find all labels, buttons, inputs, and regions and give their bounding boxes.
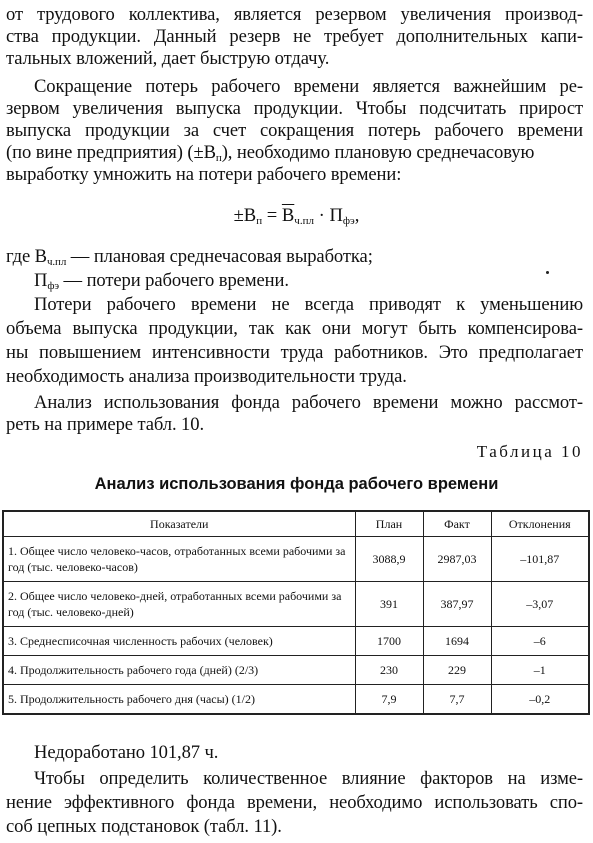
subscript: ч.пл [294, 215, 314, 227]
column-header: Отклонения [491, 511, 589, 537]
row-label: 3. Среднесписочная численность рабочих (человек) [3, 627, 355, 656]
column-header: Факт [423, 511, 491, 537]
text-line: ны повышением интенсивности труда работников. Это предполагает [6, 342, 583, 363]
plan-cell: 1700 [355, 627, 423, 656]
fact-cell: 387,97 [423, 582, 491, 627]
text-line: соб цепных подстановок (табл. 11). [6, 816, 282, 837]
text-line: Потери рабочего времени не всегда приводят к уменьшению [34, 294, 583, 315]
text-line [34, 270, 289, 292]
text-fragment: — потери рабочего времени. [58, 270, 289, 291]
subscript: ч.пл [46, 256, 67, 268]
text-line [6, 142, 583, 164]
formula-part: В [281, 205, 295, 226]
row-label: 4. Продолжительность рабочего года (дней) (2/3) [3, 656, 355, 685]
table-row [3, 582, 589, 627]
table-header-row [3, 511, 589, 537]
text-line: выработку умножить на потери рабочего времени: [6, 164, 402, 185]
formula-part: ±В [233, 205, 257, 226]
row-label: 5. Продолжительность рабочего дня (часы) (1/2) [3, 685, 355, 715]
plan-cell: 3088,9 [355, 537, 423, 582]
data-table [2, 510, 590, 715]
row-label: 1. Общее число человеко-часов, отработанных всеми рабочими за год (тыс. человеко-часов) [3, 537, 355, 582]
formula [0, 204, 593, 228]
text-line: необходимость анализа производительности труда. [6, 366, 407, 387]
fact-cell: 229 [423, 656, 491, 685]
text-line: тальных вложений, дает быструю отдачу. [6, 48, 330, 69]
table-row [3, 627, 589, 656]
fact-cell: 2987,03 [423, 537, 491, 582]
text-fragment: ), необходимо плановую среднечасовую [221, 142, 535, 163]
formula-part: = [262, 205, 282, 226]
text-line: ства продукции. Данный резерв не требует дополнительных капи- [6, 26, 583, 47]
text-line: объема выпуска продукции, так как они могут быть компенсирова- [6, 318, 583, 339]
text-fragment: — плановая среднечасовая выработка; [66, 246, 373, 267]
deviation-cell: –101,87 [491, 537, 589, 582]
column-header: План [355, 511, 423, 537]
subscript: фэ [47, 280, 59, 292]
text-fragment: (по вине предприятия) (±В [6, 142, 216, 163]
text-line: Анализ использования фонда рабочего времени можно рассмот- [34, 392, 583, 413]
text-line: реть на примере табл. 10. [6, 414, 204, 435]
plan-cell: 391 [355, 582, 423, 627]
text-line: Недоработано 101,87 ч. [34, 742, 219, 763]
deviation-cell: –0,2 [491, 685, 589, 715]
subscript: п [256, 215, 263, 227]
text-line: Чтобы определить количественное влияние факторов на изме- [34, 768, 583, 789]
text-line: выпуска продукции за счет сокращения потерь рабочего времени [6, 120, 583, 141]
plan-cell: 230 [355, 656, 423, 685]
text-line [6, 246, 373, 268]
column-header: Показатели [3, 511, 355, 537]
text-fragment: П [34, 270, 48, 291]
table-row [3, 685, 589, 715]
table-row [3, 537, 589, 582]
speck-mark [546, 271, 549, 274]
formula-part: , [354, 205, 360, 226]
formula-part: · П [313, 205, 343, 226]
table-title: Анализ использования фонда рабочего времени [94, 475, 499, 493]
table-caption: Таблица 10 [476, 442, 583, 461]
deviation-cell: –3,07 [491, 582, 589, 627]
subscript: фэ [342, 215, 355, 227]
deviation-cell: –1 [491, 656, 589, 685]
fact-cell: 7,7 [423, 685, 491, 715]
text-line: зервом увеличения выпуска продукции. Чтобы подсчитать прирост [6, 98, 583, 119]
table-row [3, 656, 589, 685]
plan-cell: 7,9 [355, 685, 423, 715]
deviation-cell: –6 [491, 627, 589, 656]
text-line: от трудового коллектива, является резервом увеличения производ- [6, 4, 583, 25]
subscript: п [215, 152, 222, 164]
fact-cell: 1694 [423, 627, 491, 656]
text-line: Сокращение потерь рабочего времени является важнейшим ре- [34, 76, 583, 97]
text-fragment: где В [6, 246, 47, 267]
text-line: нение эффективного фонда времени, необходимо использовать спо- [6, 792, 583, 813]
row-label: 2. Общее число человеко-дней, отработанных всеми рабочими за год (тыс. человеко-дней) [3, 582, 355, 627]
